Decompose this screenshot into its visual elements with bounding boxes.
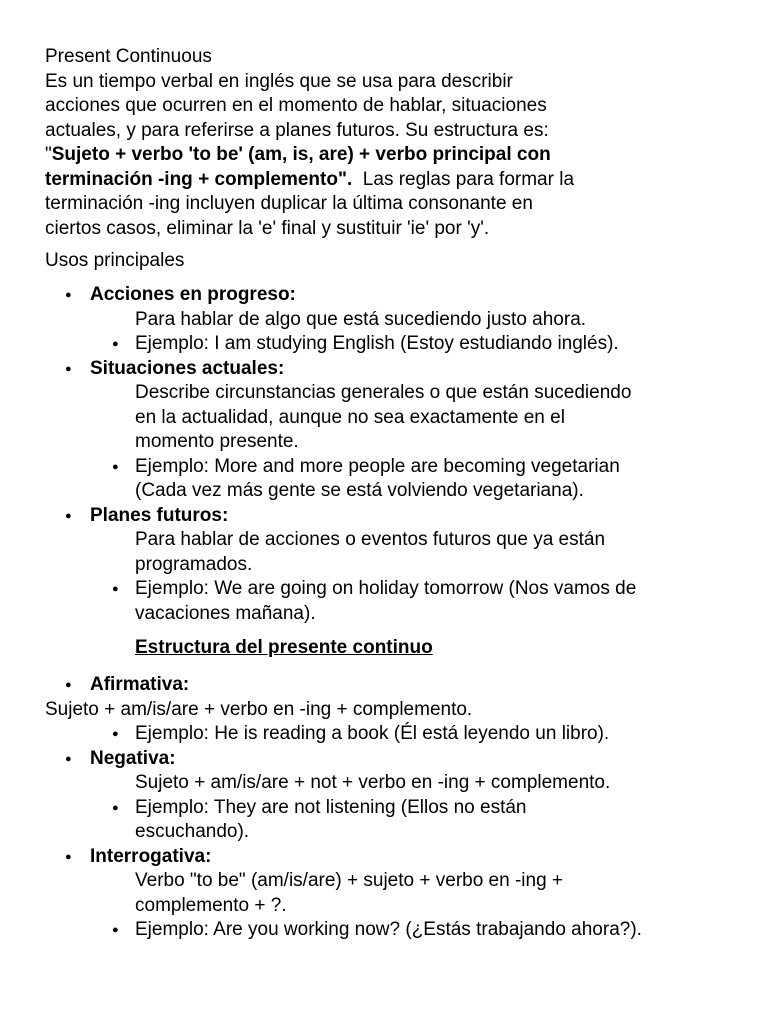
example-text: Ejemplo: We are going on holiday tomorrow (Nos vamos de	[135, 578, 637, 599]
item-description: en la actualidad, aunque no sea exactamente en el	[135, 406, 565, 428]
list-item	[45, 357, 745, 382]
item-description: Para hablar de acciones o eventos futuros que ya están	[135, 529, 606, 550]
structure-formula: Sujeto + verbo 'to be' (am, is, are) + verbo principal con	[51, 144, 551, 165]
bullet-icon: ●	[112, 728, 119, 740]
example-item	[45, 455, 745, 504]
example-item	[45, 577, 745, 626]
bullet-icon: ●	[112, 583, 119, 595]
intro-line: acciones que ocurren en el momento de hablar, situaciones	[45, 95, 547, 116]
intro-line	[45, 168, 745, 193]
item-title: Interrogativa:	[90, 845, 212, 867]
item-description: complemento + ?.	[135, 894, 287, 916]
item-title: Planes futuros:	[90, 504, 229, 526]
bullet-icon: ●	[65, 752, 72, 765]
list-item	[45, 747, 745, 772]
bullet-icon: ●	[112, 801, 119, 814]
list-item	[45, 283, 745, 308]
bullet-icon: ●	[112, 924, 119, 936]
list-item	[45, 673, 745, 698]
list-item	[45, 845, 745, 870]
item-description: programados.	[135, 553, 253, 575]
item-description: Para hablar de algo que está sucediendo justo ahora.	[135, 308, 587, 330]
example-text: Ejemplo: Are you working now? (¿Estás trabajando ahora?).	[135, 919, 642, 940]
item-title: Situaciones actuales:	[90, 357, 285, 379]
item-title: Acciones en progreso:	[90, 284, 296, 305]
example-text: vacaciones mañana).	[135, 602, 316, 624]
intro-line	[45, 143, 745, 168]
bullet-icon: ●	[65, 850, 72, 863]
example-text: Ejemplo: I am studying English (Estoy estudiando inglés).	[135, 333, 619, 354]
example-item	[45, 722, 745, 747]
example-text: escuchando).	[135, 821, 250, 842]
item-description: Sujeto + am/is/are + not + verbo en -ing + complemento.	[135, 772, 611, 793]
intro-line: ciertos casos, eliminar la 'e' final y sustituir 'ie' por 'y'.	[45, 217, 490, 239]
section-heading-estructura: Estructura del presente continuo	[135, 637, 433, 658]
intro-section	[45, 45, 745, 241]
bullet-icon: ●	[65, 289, 72, 301]
intro-line: terminación -ing incluyen duplicar la última consonante en	[45, 193, 533, 214]
usos-list	[45, 283, 745, 626]
example-text: Ejemplo: He is reading a book (Él está leyendo un libro).	[135, 723, 610, 744]
bullet-icon: ●	[65, 509, 72, 522]
example-item	[45, 918, 745, 943]
item-title: Afirmativa:	[90, 674, 190, 695]
bullet-icon: ●	[112, 338, 119, 350]
item-description: momento presente.	[135, 431, 299, 452]
intro-line: actuales, y para referirse a planes futuros. Su estructura es:	[45, 119, 549, 141]
list-item	[45, 504, 745, 529]
item-description: Describe circunstancias generales o que están sucediendo	[135, 382, 632, 403]
example-text: (Cada vez más gente se está volviendo vegetariana).	[135, 480, 584, 501]
estructura-list	[45, 673, 745, 943]
structure-formula: terminación -ing + complemento".	[45, 168, 353, 190]
document-title: Present Continuous	[45, 46, 212, 67]
bullet-icon: ●	[112, 460, 119, 473]
item-description: Verbo "to be" (am/is/are) + sujeto + verbo en -ing +	[135, 870, 564, 891]
example-text: Ejemplo: They are not listening (Ellos no están	[135, 796, 527, 818]
open-quote: "	[45, 144, 52, 165]
example-item	[45, 796, 745, 845]
bullet-icon: ●	[65, 679, 72, 691]
intro-text: Las reglas para formar la	[352, 168, 575, 190]
example-text: Ejemplo: More and more people are becoming vegetarian	[135, 455, 620, 477]
bullet-icon: ●	[65, 362, 72, 375]
example-item	[45, 332, 745, 357]
item-title: Negativa:	[90, 747, 176, 769]
item-description: Sujeto + am/is/are + verbo en -ing + complemento.	[45, 698, 473, 720]
intro-line: Es un tiempo verbal en inglés que se usa para describir	[45, 70, 513, 92]
section-heading-usos: Usos principales	[45, 250, 185, 271]
